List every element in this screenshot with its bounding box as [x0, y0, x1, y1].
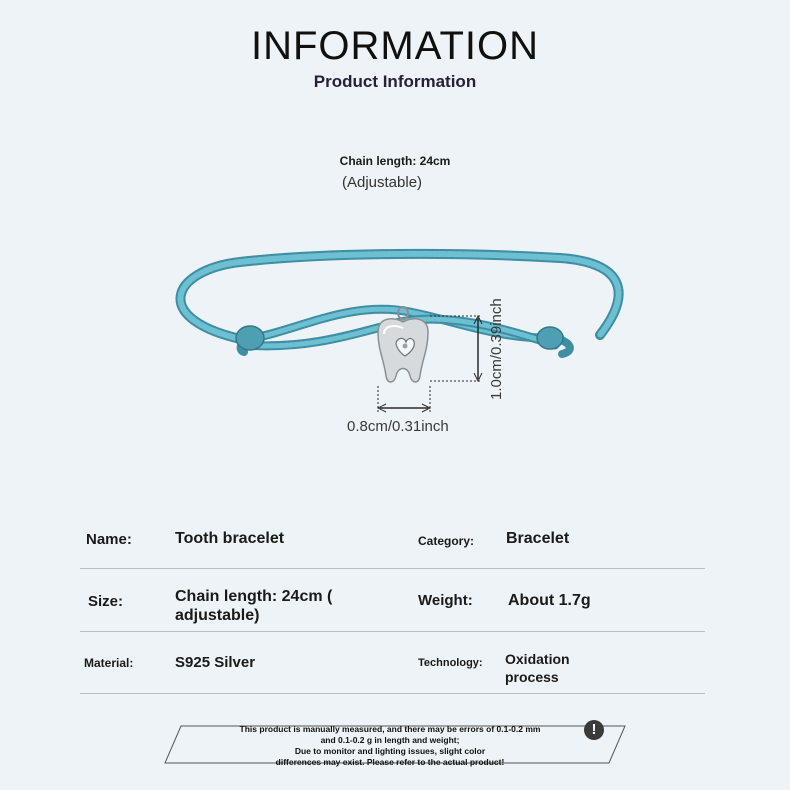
page-title: INFORMATION — [250, 24, 539, 68]
material-value: S925 Silver — [175, 654, 256, 671]
category-value: Bracelet — [506, 530, 570, 547]
chain-length-label: Chain length: 24cm — [339, 154, 451, 168]
disclaimer-line3: Due to monitor and lighting issues, slight color — [294, 746, 486, 756]
charm-height-label: 1.0cm/0.39inch — [488, 298, 505, 400]
disclaimer-line2: and 0.1-0.2 g in length and weight; — [320, 735, 460, 745]
bracelet-image — [0, 240, 790, 430]
size-value-line1: Chain length: 24cm ( — [175, 588, 333, 605]
size-value-line2: adjustable) — [175, 607, 260, 624]
page-subtitle: Product Information — [313, 72, 477, 91]
weight-value: About 1.7g — [508, 592, 591, 609]
name-value: Tooth bracelet — [175, 530, 285, 547]
disclaimer-line1: This product is manually measured, and there may be errors of 0.1-0.2 mm — [239, 724, 541, 734]
charm-width-label: 0.8cm/0.31inch — [347, 418, 449, 435]
row-divider — [80, 693, 705, 694]
row-divider — [80, 568, 705, 569]
name-label: Name: — [86, 531, 132, 548]
size-label: Size: — [88, 593, 124, 610]
technology-value-line1: Oxidation — [505, 651, 570, 667]
technology-value-line2: process — [505, 669, 559, 685]
left-slide-knot — [236, 326, 264, 350]
weight-label: Weight: — [418, 592, 473, 609]
material-label: Material: — [84, 656, 134, 670]
category-label: Category: — [418, 534, 475, 548]
width-dimension — [378, 386, 430, 414]
right-slide-knot — [537, 327, 563, 349]
disclaimer-text — [200, 724, 580, 768]
row-divider — [80, 631, 705, 632]
disclaimer-line4: differences may exist. Please refer to the actual product! — [275, 757, 505, 767]
chain-adjustable-note: (Adjustable) — [342, 174, 423, 191]
exclamation-icon: ! — [584, 720, 604, 740]
technology-label: Technology: — [418, 657, 483, 669]
